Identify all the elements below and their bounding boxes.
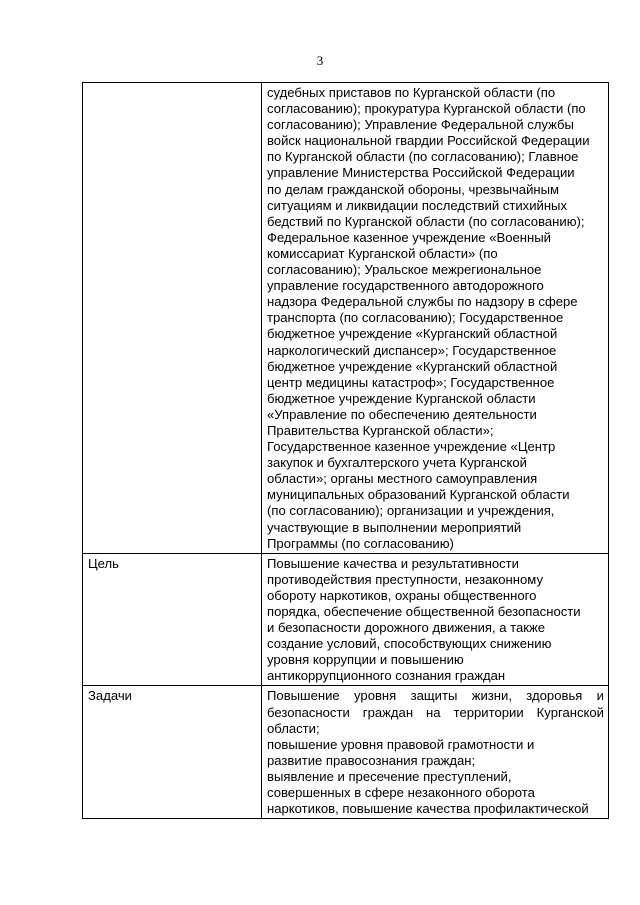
row-content-cell: судебных приставов по Курганской области (по согласованию); прокуратура Курганской области (по согласованию); Управление Федеральной службы войск национальной гвардии Российской Федерации по Курганской области (по согласованию); Главное управление Министерства Российской Федерации по делам гражданской обороны, чрезвычайным ситуациям и ликвидации последствий стихийных бедствий по Курганской области (по согласованию); Федеральное казенное учреждение «Военный комиссариат Курганской области» (по согласованию); Уральское межрегиональное управление государственного автодорожного надзора Федеральной службы по надзору в сфере транспорта (по согласованию); Государственное бюджетное учреждение «Курганский областной наркологический диспансер»; Государственное бюджетное учреждение «Курганский областной центр медицины катастроф»; Государственное бюджетное учреждение Курганской области «Управление по обеспечению деятельности Правительства Курганской области»; Государственное казенное учреждение «Центр закупок и бухгалтерского учета Курганской области»; органы местного самоуправления муниципальных образований Курганской области (по согласованию); организации и учреждения, участвующие в выполнении мероприятий Программы (по согласованию) bbox=[262, 83, 609, 554]
content-line: выявление и пресечение преступлений, bbox=[267, 768, 512, 784]
row-label-cell bbox=[83, 83, 262, 554]
row-content-cell bbox=[262, 686, 609, 819]
table-row-executors-continuation bbox=[83, 83, 609, 554]
content-line: повышение уровня правовой грамотности и bbox=[267, 736, 535, 752]
content-line: безопасности граждан на территории Курганской bbox=[267, 704, 604, 720]
content-line: наркотиков, повышение качества профилактической bbox=[267, 801, 589, 817]
content-line: Повышение уровня защиты жизни, здоровья и bbox=[267, 688, 604, 704]
table-row-tasks bbox=[83, 686, 609, 819]
row-label-cell: Задачи bbox=[83, 686, 262, 819]
table-row-goal bbox=[83, 553, 609, 686]
content-line: области; bbox=[267, 720, 320, 736]
program-passport-table bbox=[82, 82, 609, 819]
row-label-cell: Цель bbox=[83, 553, 262, 686]
content-line: совершенных в сфере незаконного оборота bbox=[267, 785, 535, 801]
page-number: 3 bbox=[316, 53, 324, 68]
content-line: развитие правосознания граждан; bbox=[267, 752, 476, 768]
row-content-cell: Повышение качества и результативности противодействия преступности, незаконному обороту наркотиков, охраны общественного порядка, обеспечение общественной безопасности и безопасности дорожного движения, а также создание условий, способствующих снижению уровня коррупции и повышению антикоррупционного сознания граждан bbox=[262, 553, 609, 686]
